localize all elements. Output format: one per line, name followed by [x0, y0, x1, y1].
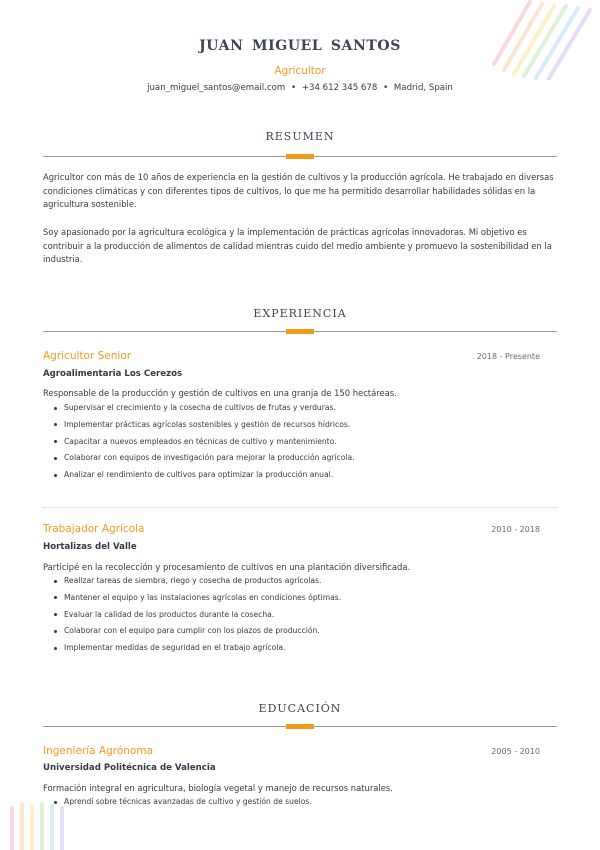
list-item: Colaborar con el equipo para cumplir con los plazos de producción.: [43, 626, 543, 643]
section-divider: [43, 331, 557, 332]
job-bullets: [43, 403, 543, 487]
list-item: Colaborar con equipos de investigación para mejorar la producción agrícola.: [43, 453, 543, 470]
list-item: Mantener el equipo y las instalaciones agrícolas en condiciones óptimas.: [43, 593, 543, 610]
job-title: Trabajador Agrícola: [43, 523, 145, 535]
job-dates: 2018 - Presente: [476, 352, 540, 361]
job-dates: 2010 - 2018: [491, 525, 540, 534]
divider-accent: [286, 154, 314, 159]
summary-paragraph-1: Agricultor con más de 10 años de experiencia en la gestión de cultivos y la producción agrícola. He trabajado en diversas condiciones climáticas y con diferentes tipos de cultivos, lo que me ha permitido desarrollar habilidades sólidas en la agricultura sostenible.: [43, 172, 554, 209]
job-description: Responsable de la producción y gestión de cultivos en una granja de 150 hectáreas.: [43, 388, 397, 398]
candidate-role: Agricultor: [274, 65, 326, 77]
contact-phone[interactable]: +34 612 345 678: [301, 83, 378, 93]
summary-paragraph-2: Soy apasionado por la agricultura ecológica y la implementación de prácticas agrícolas innovadoras. Mi objetivo es contribuir a la producción de alimentos de calidad mientras cuido del medio ambiente y promuevo la sostenibilidad en la industria.: [43, 227, 552, 264]
education-institution: Universidad Politécnica de Valencia: [43, 763, 216, 773]
list-item: Evaluar la calidad de los productos durante la cosecha.: [43, 610, 543, 627]
section-divider: [43, 156, 557, 157]
contact-location: Madrid, Spain: [393, 83, 453, 93]
list-item: Implementar prácticas agrícolas sostenibles y gestión de recursos hídricos.: [43, 420, 543, 437]
job-title: Agricultor Senior: [43, 350, 132, 362]
section-title-experience: EXPERIENCIA: [253, 307, 347, 320]
education-title: Ingeniería Agrónoma: [43, 745, 154, 757]
list-item: Realizar tareas de siembra, riego y cosecha de productos agrícolas.: [43, 576, 543, 593]
job-bullets: [43, 576, 543, 660]
contact-line: [0, 83, 600, 93]
job-description: Participé en la recolección y procesamiento de cultivos en una plantación diversificada.: [43, 562, 411, 572]
entry-separator: [43, 507, 557, 508]
candidate-name: JUAN MIGUEL SANTOS: [199, 38, 401, 54]
section-title-summary: RESUMEN: [265, 130, 335, 143]
list-item: Implementar medidas de seguridad en el trabajo agrícola.: [43, 643, 543, 660]
section-title-education: EDUCACIÓN: [258, 702, 342, 715]
section-divider: [43, 726, 557, 727]
list-item: Supervisar el crecimiento y la cosecha de cultivos de frutas y verduras.: [43, 403, 543, 420]
divider-accent: [286, 329, 314, 334]
divider-accent: [286, 724, 314, 729]
job-company: Agroalimentaria Los Cerezos: [43, 369, 183, 379]
contact-email[interactable]: juan_miguel_santos@email.com: [147, 83, 286, 93]
list-item: Capacitar a nuevos empleados en técnicas de cultivo y mantenimiento.: [43, 437, 543, 454]
education-bullets: [43, 797, 543, 814]
job-company: Hortalizas del Valle: [43, 542, 137, 552]
education-description: Formación integral en agricultura, biología vegetal y manejo de recursos naturales.: [43, 783, 393, 793]
contact-separator: •: [290, 83, 297, 93]
education-dates: 2005 - 2010: [491, 747, 540, 756]
contact-separator: •: [383, 83, 389, 93]
list-item: Analizar el rendimiento de cultivos para optimizar la producción anual.: [43, 470, 543, 487]
list-item: Aprendí sobre técnicas avanzadas de cultivo y gestión de suelos.: [43, 797, 543, 814]
